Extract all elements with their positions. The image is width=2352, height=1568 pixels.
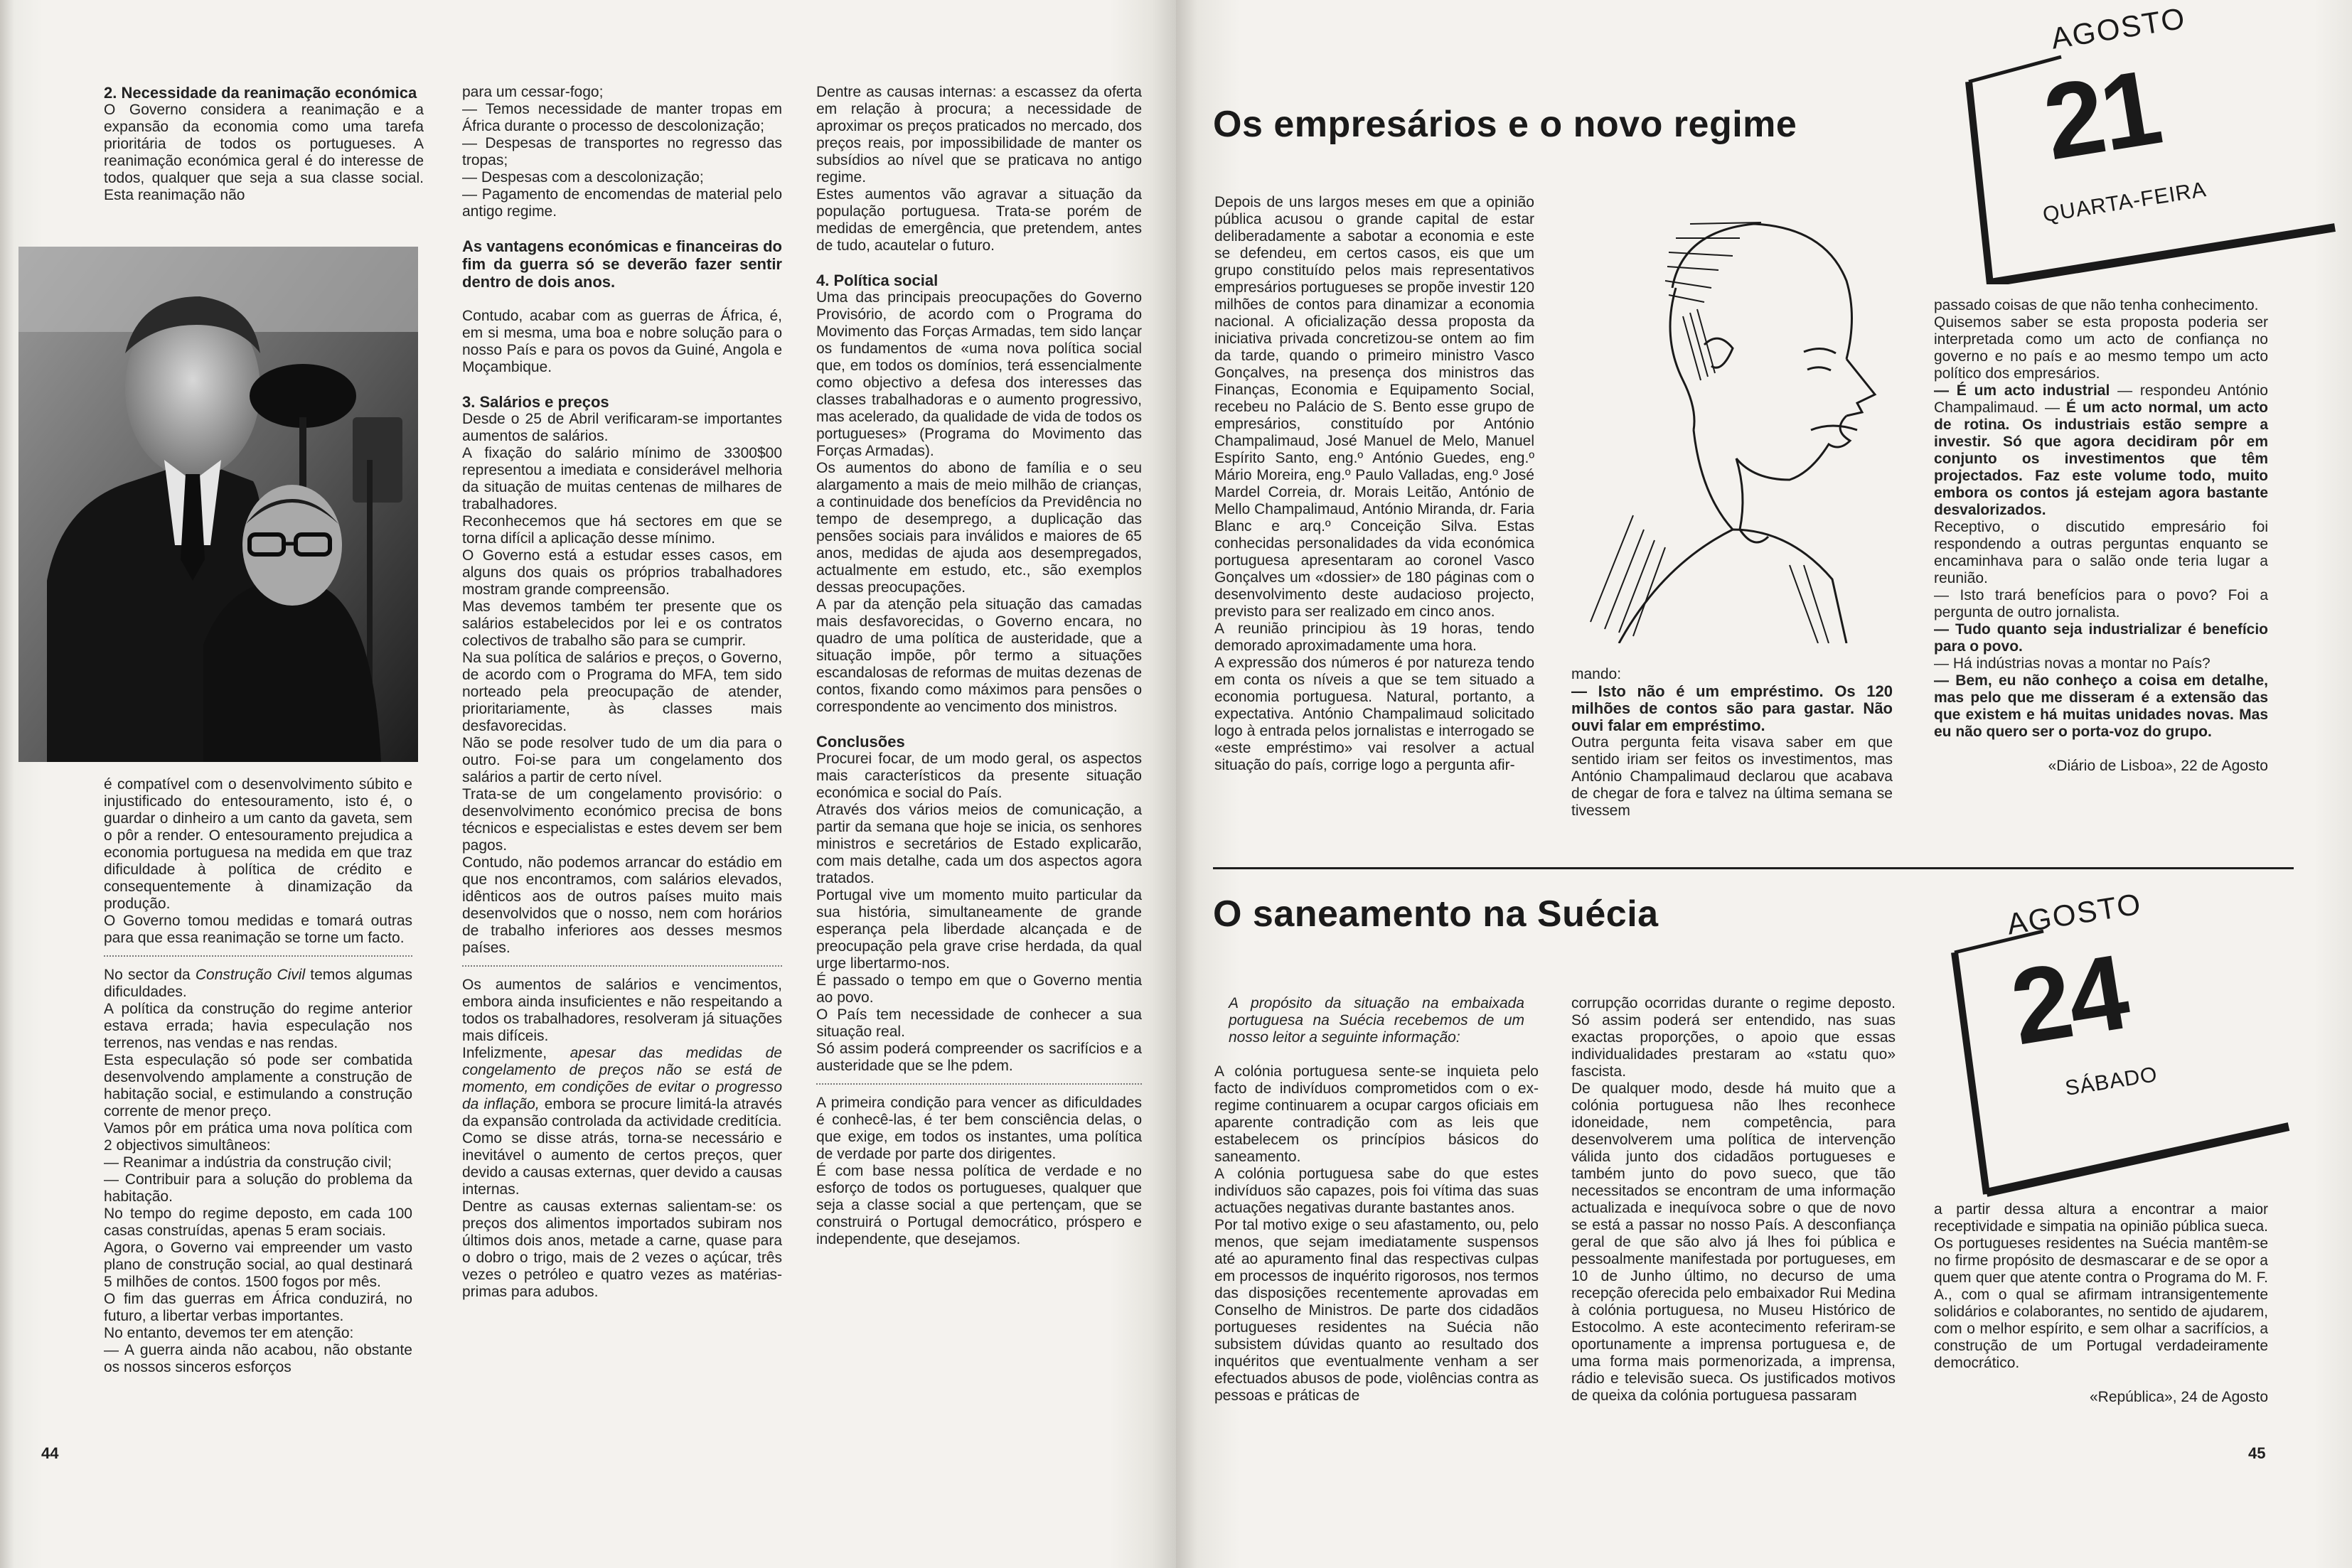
paragraph: No tempo do regime deposto, em cada 100 casas construídas, apenas 5 eram sociais.: [104, 1205, 412, 1239]
paragraph: Vamos pôr em prática uma nova política com 2 objectivos simultâneos:: [104, 1120, 412, 1154]
paragraph: Não se pode resolver tudo de um dia para o outro. Foi-se para um congelamento dos salários a partir de certo nível.: [462, 735, 782, 785]
article1-column-3: [1934, 297, 2268, 775]
text: Infelizmente,: [462, 1045, 570, 1061]
paragraph: É com base nessa política de verdade e no esforço de todos os portugueses, qualquer que seja a classe social a que pertençam, que se construirá o Portugal democrático, próspero e independente, que desejamos.: [816, 1163, 1142, 1247]
paragraph: Procurei focar, de um modo geral, os aspectos mais característicos da presente situação económica e social do País.: [816, 751, 1142, 801]
bold-statement: As vantagens económicas e financeiras do fim da guerra só se deverão fazer sentir dentro de dois anos.: [462, 237, 782, 291]
paragraph: — Reanimar a indústria da construção civil;: [104, 1154, 392, 1171]
paragraph: Contudo, não podemos arrancar do estádio em que nos encontramos, com salários elevados, idênticos aos de outros países muito mais desenvolvidos que o nosso, nem com horários de trabalho inferiores aos desses mesmos países.: [462, 854, 782, 956]
paragraph: Quisemos saber se esta proposta poderia ser interpretada como um acto de confiança no governo e no país e ao mesmo tempo um acto político dos empresários.: [1934, 314, 2268, 382]
paragraph: [104, 967, 412, 1001]
paragraph: — Isto trará benefícios para o povo? Foi a pergunta de outro jornalista.: [1934, 587, 2268, 621]
article-source: «Diário de Lisboa», 22 de Agosto: [2048, 758, 2268, 774]
paragraph: Trata-se de um congelamento provisório: o desenvolvimento económico precisa de bons técnicos e especialistas e estes devem ser bem pagos.: [462, 786, 782, 854]
intro-italic: A propósito da situação na embaixada portuguesa na Suécia recebemos de um nosso leitor a seguinte informação:: [1229, 995, 1524, 1046]
date-day: 24: [2003, 931, 2134, 1068]
paragraph: — Contribuir para a solução do problema da habitação.: [104, 1171, 412, 1205]
left-column-1-continued: [104, 776, 412, 1376]
italic-text: Construção Civil: [195, 967, 306, 983]
dotted-divider: [816, 1083, 1142, 1085]
paragraph: A reunião principiou às 19 horas, tendo demorado aproximadamente uma hora.: [1214, 621, 1534, 654]
paragraph: — A guerra ainda não acabou, não obstante os nossos sinceros esforços: [104, 1342, 412, 1375]
paragraph: A política da construção do regime anterior estava errada; havia especulação nos terrenos, nas vendas e nas rendas.: [104, 1001, 412, 1051]
article2-column-3: [1934, 1201, 2268, 1406]
paragraph: É passado o tempo em que o Governo mentia ao povo.: [816, 972, 1142, 1006]
paragraph: Por tal motivo exige o seu afastamento, ou, pelo menos, que sejam imediatamente suspensos até ao apuramento final das respectivas culpas em processos de inquérito rigorosos, nos termos das disposições recentemente aprovadas em Conselho de Ministros. De parte dos cidadãos portugueses residentes na Suécia não subsistem dúvidas quanto ao resultado dos inquéritos que eventualmente venham a ser efectuados abusos de pode, violências contra as pessoas e práticas de: [1214, 1217, 1539, 1404]
text: — respondeu António Champalimaud. —: [1934, 382, 2268, 416]
right-page: [1176, 0, 2352, 1568]
page-number: 45: [2248, 1444, 2266, 1462]
paragraph: O fim das guerras em África conduzirá, no futuro, a libertar verbas importantes.: [104, 1291, 412, 1324]
paragraph: A primeira condição para vencer as dificuldades é conhecê-las, é ter bem consciência delas, o que exige, em todos os instantes, uma política de verdade por parte dos dirigentes.: [816, 1095, 1142, 1162]
paragraph: Dentre as causas externas salientam-se: os preços dos alimentos importados subiram nos últimos dois anos, metade a carne, quase para o dobro o trigo, mais de 2 vezes o açúcar, três vezes o petróleo e quatro vezes as matérias-primas para adubos.: [462, 1198, 782, 1300]
paragraph: A colónia portuguesa sabe do que estes indivíduos são capazes, pois foi vítima das suas actuações negativas durante bastantes anos.: [1214, 1166, 1539, 1216]
paragraph: [1934, 382, 2268, 519]
paragraph: Esta especulação só pode ser combatida desenvolvendo amplamente a construção de habitação social, e estimulando a construção corrente de menor preço.: [104, 1052, 412, 1119]
date-month: AGOSTO: [2048, 1, 2188, 55]
article-title-empresarios: Os empresários e o novo regime: [1213, 104, 1797, 145]
paragraph: Agora, o Governo vai empreender um vasto plano de construção social, ao qual destinará 5 milhões de contos. 1500 fogos por mês.: [104, 1240, 412, 1290]
quote-bold: — Tudo quanto seja industrializar é benefício para o povo.: [1934, 621, 2268, 655]
paragraph: Os aumentos de salários e vencimentos, embora ainda insuficientes e não respeitando a todos os trabalhadores, resolveram já situações mais difíceis.: [462, 977, 782, 1044]
article-title-saneamento: O saneamento na Suécia: [1213, 893, 1659, 935]
dotted-divider: [104, 955, 412, 957]
paragraph: Uma das principais preocupações do Governo Provisório, de acordo com o Programa do Movimento das Forças Armadas, tem sido lançar os fundamentos de «uma nova política social que, em todos os domínios, terá essencialmente como objectivo a defesa dos interesses das classes trabalhadoras e o aumento progressivo, mas acelerado, da qualidade de vida de todos os portugueses» (Programa do Movimento das Forças Armadas).: [816, 289, 1142, 459]
photo-image: [18, 247, 418, 762]
paragraph: — Despesas com a descolonização;: [462, 169, 704, 186]
paragraph: Contudo, acabar com as guerras de África, é, em si mesma, uma boa e nobre solução para o nosso País e para os povos da Guiné, Angola e Moçambique.: [462, 308, 782, 375]
text: No sector da: [104, 967, 196, 983]
paragraph: [462, 1045, 782, 1130]
article1-column-1: [1214, 194, 1534, 774]
paragraph: A fixação do salário mínimo de 3300$00 representou a imediata e considerável melhoria da situação de muitas centenas de milhares de trabalhadores.: [462, 445, 782, 512]
quote-bold: — Isto não é um empréstimo. Os 120 milhões de contos são para gastar. Não ouvi falar em empréstimo.: [1571, 682, 1893, 734]
date-weekday: SÁBADO: [2063, 1062, 2159, 1101]
paragraph: Portugal vive um momento muito particular da sua história, simultaneamente de grande esperança pela liberdade alcançada e de preocupação pela grave crise herdada, da qual urge libertarmo-nos.: [816, 887, 1142, 972]
section-heading-4: 4. Política social: [816, 272, 939, 289]
paragraph: Os aumentos do abono de família e o seu alargamento a mais de meio milhão de crianças, a continuidade dos benefícios da Previdência no tempo de desemprego, a duplicação das pensões sociais para inválidos e maiores de 65 anos, medidas de ajuda aos desempregados, actualmente em estudo, etc., são exemplos dessas preocupações.: [816, 460, 1142, 596]
paragraph: O País tem necessidade de conhecer a sua situação real.: [816, 1006, 1142, 1040]
paragraph: Só assim poderá compreender os sacrifícios e a austeridade que se lhe pdem.: [816, 1041, 1142, 1074]
article2-column-1: [1214, 995, 1539, 1405]
section-heading-conclusions: Conclusões: [816, 733, 905, 751]
paragraph: passado coisas de que não tenha conhecimento.: [1934, 297, 2259, 313]
text: temos algumas dificuldades.: [104, 967, 412, 1000]
page-number: 44: [41, 1444, 59, 1462]
paragraph: No entanto, devemos ter em atenção:: [104, 1325, 354, 1341]
dotted-divider: [462, 965, 782, 967]
paragraph: Mas devemos também ter presente que os salários estabelecidos por lei e os contratos colectivos de trabalho são para se cumprir.: [462, 598, 782, 649]
quote-bold: É um acto normal, um acto de rotina. Os industriais estão sempre a investir. Só que agora decidiram pôr em conjunto os investimentos que têm projectados. Faz este volume todo, muito embora os contos já estejam agora bastante desvalorizados.: [1934, 399, 2268, 518]
paragraph: — Temos necessidade de manter tropas em África durante o processo de descolonização;: [462, 101, 782, 134]
speaker-photo: [18, 247, 418, 762]
paragraph: mando:: [1571, 666, 1622, 682]
section-heading-3: 3. Salários e preços: [462, 393, 609, 411]
left-column-3: [816, 84, 1142, 1248]
section-heading-2: 2. Necessidade da reanimação económica: [104, 84, 417, 102]
paragraph: Desde o 25 de Abril verificaram-se importantes aumentos de salários.: [462, 411, 782, 444]
paragraph: O Governo está a estudar esses casos, em alguns dos quais os próprios trabalhadores mostram grande compreensão.: [462, 547, 782, 598]
date-weekday: QUARTA-FEIRA: [2041, 178, 2208, 227]
date-month: AGOSTO: [2004, 886, 2144, 941]
quote-bold: — É um acto industrial: [1934, 382, 2110, 399]
article-source: «República», 24 de Agosto: [2089, 1389, 2268, 1405]
paragraph: para um cessar-fogo;: [462, 84, 604, 100]
paragraph: Na sua política de salários e preços, o Governo, de acordo com o Programa do MFA, tem sido norteado pela preocupação de atender, prioritariamente, às classes mais desfavorecidas.: [462, 650, 782, 734]
caricature-drawing: [1576, 195, 1910, 643]
paragraph: — Há indústrias novas a montar no País?: [1934, 655, 2211, 672]
paragraph: Estes aumentos vão agravar a situação da população portuguesa. Trata-se porém de medidas de emergência, que pretendem, antes de tudo, acautelar o futuro.: [816, 186, 1142, 254]
paragraph: Através dos vários meios de comunicação, a partir da semana que hoje se inicia, os senhores ministros e secretários de Estado explicarão, com mais detalhe, cada um dos aspectos agora tratados.: [816, 802, 1142, 886]
paragraph: Como se disse atrás, torna-se necessário e inevitável o aumento de certos preços, quer devido a causas externas, quer devido a causas internas.: [462, 1130, 782, 1198]
paragraph: Reconhecemos que há sectores em que se torna difícil a aplicação desse mínimo.: [462, 513, 782, 547]
left-column-1: [104, 84, 424, 204]
paragraph: é compatível com o desenvolvimento súbito e injustificado do entesouramento, isto é, o guardar o dinheiro a um canto da gaveta, sem o pôr a render. O entesouramento prejudica a economia portuguesa na medida em que traz dificuldade à política de crédito e consequentemente à dinamização da produção.: [104, 776, 412, 912]
article-divider: [1213, 867, 2294, 869]
date-day: 21: [2036, 46, 2166, 183]
paragraph: Depois de uns largos meses em que a opinião pública acusou o grande capital de estar deliberadamente a sabotar a economia e este se defendeu, em certos casos, eis que um grupo constituído pelos mais representativos empresários portugueses se propõe investir 120 milhões de contos para dinamizar a economia nacional. A oficialização dessa proposta da iniciativa privada concretizou-se ontem ao fim da tarde, quando o primeiro ministro Vasco Gonçalves, na presença dos ministros das Finanças, Economia e Equipamento Social, recebeu no Palácio de S. Bento esse grupo de empresários, constituído por António Champalimaud, José Manuel de Melo, Manuel Espírito Santo, eng.º António Guedes, eng.º Mário Moreira, eng.º Paulo Valladas, eng.º José Mardel Correia, dr. Morais Leitão, António de Mello Champalimaud, António Miranda, dr. Faria Blanc e arq.º Conceição Silva. Estas conhecidas personalidades da vida económica portuguesa apresentaram ao coronel Vasco Gonçalves um «dossier» de 180 páginas com o desenvolvimento deste audacioso projecto, previsto para ser realizado em cinco anos.: [1214, 194, 1534, 620]
paragraph: — Pagamento de encomendas de material pelo antigo regime.: [462, 186, 782, 220]
paragraph: Outra pergunta feita visava saber em que sentido iriam ser feitos os investimentos, mas António Champalimaud declarou que acabava de chegar de fora e talvez na última semana se tivessem: [1571, 734, 1893, 819]
italic-text: apesar das medidas de congelamento de preços não se está de momento, em condições de evitar o progresso da inflação,: [462, 1045, 782, 1112]
article2-column-2: [1571, 995, 1896, 1405]
article1-column-2: [1571, 666, 1893, 820]
left-column-2: [462, 84, 782, 1301]
paragraph: A colónia portuguesa sente-se inquieta pelo facto de indivíduos comprometidos com o ex-regime continuarem a ocupar cargos oficiais em aparente contradição com as leis que estabelecem os princípios básicos do saneamento.: [1214, 1063, 1539, 1165]
paragraph: A expressão dos números é por natureza tendo em conta os níveis a que se tem situado a economia portuguesa. Natural, portanto, a expectativa. António Champalimaud solicitado logo à entrada pelos jornalistas e interrogado se «este empréstimo» vai resolver a actual situação do país, corrige logo a pergunta afir-: [1214, 655, 1534, 773]
paragraph: O Governo considera a reanimação e a expansão da economia como uma tarefa prioritária de todos os portugueses. A reanimação económica geral é do interesse de todos, qualquer que seja a sua classe social. Esta reanimação não: [104, 102, 424, 203]
paragraph: A par da atenção pela situação das camadas mais desfavorecidas, o Governo encara, no quadro de uma política de austeridade, que a situação impõe, pôr termo a situações escandalosas de reformas de muitas dezenas de contos, fixando como máximos para pensões o correspondente ao vencimento dos ministros.: [816, 596, 1142, 715]
paragraph: corrupção ocorridas durante o regime deposto. Só assim poderá ser entendido, nas suas exactas proporções, o apoio que essas individualidades prestaram ao «statu quo» fascista.: [1571, 995, 1896, 1080]
text: embora se procure limitá-la através da expansão controlada da actividade creditícia.: [462, 1096, 782, 1129]
paragraph: Receptivo, o discutido empresário foi respondendo a outras perguntas enquanto se encaminhava para o salão onde teria lugar a reunião.: [1934, 519, 2268, 586]
paragraph: De qualquer modo, desde há muito que a colónia portuguesa não lhes reconhece idoneidade, nem competência, para desenvolverem uma política de intervenção válida junto dos cidadãos portugueses e também junto do povo sueco, que tão necessitados se encontram de uma informação actualizada e inequívoca sobre o que de novo se está a passar no nosso País. A desconfiança geral de que são alvo já lhes foi pública e pessoalmente manifestada por portugueses, em 10 de Junho último, no decurso de uma recepção oferecida pelo embaixador Rui Medina à colónia portuguesa, no Museu Histórico de Estocolmo. A este acontecimento referiram-se oportunamente a imprensa portuguesa e, de uma forma mais pormenorizada, a imprensa, rádio e televisão sueca. Os justificados motivos de queixa da colónia portuguesa passaram: [1571, 1080, 1896, 1404]
paragraph: O Governo tomou medidas e tomará outras para que essa reanimação se torne um facto.: [104, 913, 412, 946]
paragraph: Dentre as causas internas: a escassez da oferta em relação à procura; a necessidade de aproximar os preços praticados no mercado, dos preços reais, por impossibilidade de manter os subsídios ao nível que se praticava no antigo regime.: [816, 84, 1142, 186]
paragraph: a partir dessa altura a encontrar a maior receptividade e simpatia na opinião pública sueca. Os portugueses residentes na Suécia mantêm-se no firme propósito de desmascarar e de se opor a quem quer que atente contra o Programa do M. F. A., com o qual se afirmam intransigentemente solidários e colaborantes, no sentido de ajudarem, com o melhor espírito, e sem olhar a sacrifícios, a construção de um Portugal verdadeiramente democrático.: [1934, 1201, 2268, 1371]
paragraph: — Despesas de transportes no regresso das tropas;: [462, 135, 782, 168]
quote-bold: — Bem, eu não conheço a coisa em detalhe, mas pelo que me disseram é a extensão das que existem e há muitas unidades novas. Mas eu não quero ser o porta-voz do grupo.: [1934, 672, 2268, 740]
